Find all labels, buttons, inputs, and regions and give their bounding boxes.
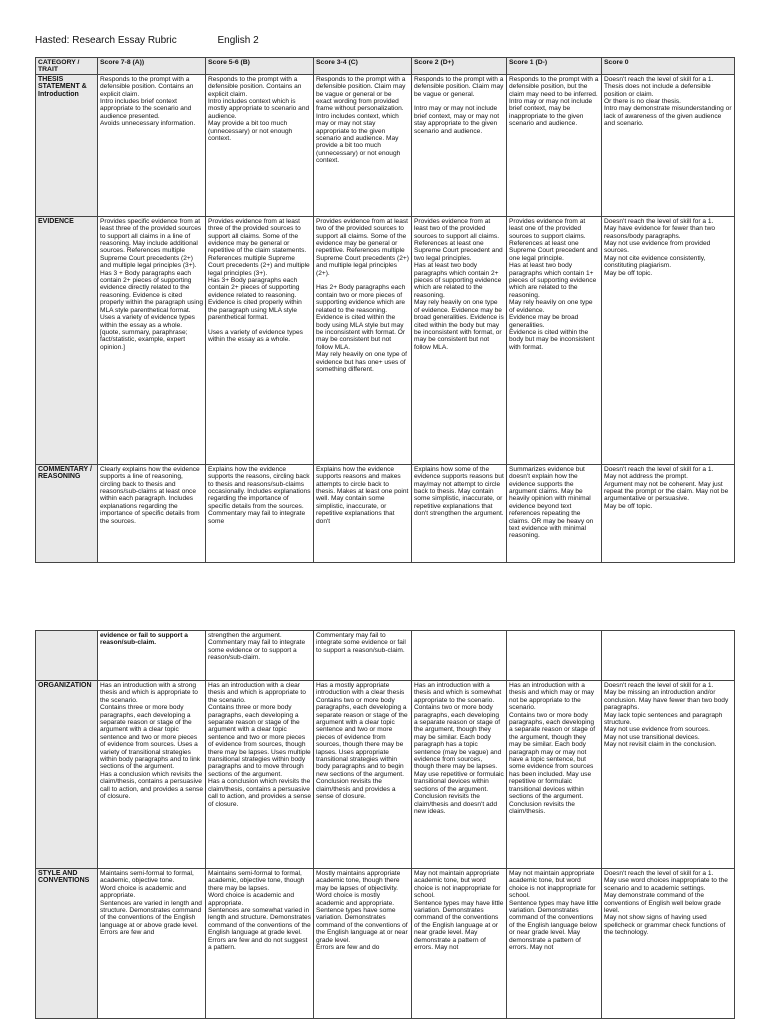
criteria-cell: [206, 681, 314, 869]
criteria-cell: [602, 681, 735, 869]
criteria-cell: [206, 464, 314, 562]
criteria-text: Has an introduction with a strong thesis and which is appropriate to the scenario. Contains three or more body paragraphs, each developing a separate reason or stage of the argument with a clear topic sentence and two or more pieces of evidence from sources. Uses a variety of transitional strategies within body paragraphs and to link sections of the argument. Has a conclusion which revisits the claim/thesis, contains a persuasive call to action, and provides a sense of closure.: [100, 682, 203, 801]
criteria-text: Provides evidence from at least two of the provided sources to support all claims. Some of the evidence may be general or repetitive. References multiple Supreme Court precedents (2+) and multiple legal principles (2+). Has 2+ Body paragraphs each contain two or more pieces of supporting evidence which are related to the reasoning. Evidence is cited within the body using MLA style but may be inconsistent with format. Or may be consistent but not follow MLA. May rely heavily on one type of evidence but has one+ uses of something different.: [316, 217, 409, 373]
criteria-cell: [412, 869, 507, 1019]
course-name: English 2: [217, 35, 259, 46]
criteria-text: Provides evidence from at least three of the provided sources to support all claims. Some of the evidence may be general or repetitive of the claim statements. References multiple Supreme Court precedents (2+) and multiple legal principles (3+). Has 3+ Body paragraphs each contain 2+ pieces of supporting evidence related to reasoning. Evidence is cited properly within the paragraph using MLA style parenthetical format. Uses a variety of evidence types within the essay as a whole.: [208, 217, 310, 344]
criteria-cell: [206, 74, 314, 216]
criteria-cell: [314, 74, 412, 216]
criteria-text: Explains how some of the evidence supports reasons but may/may not attempt to circle back to thesis. May contain some simplistic, inaccurate, or repetitive explanations that don't strengthen the argument.: [414, 465, 506, 518]
criteria-cell: [412, 74, 507, 216]
column-header-category: CATEGORY / TRAIT: [36, 58, 98, 75]
criteria-text: Has an introduction with a thesis and which is somewhat appropriate to the scenario. Contains two or more body paragraphs, each developing a separate reason or stage of the argument, though they may be similar. Each body paragraph has a topic sentence (may be vague) and evidence from sources, though there may be lapses. May use repetitive or formulaic transitional devices within sections of the argument. Conclusion revisits the claim/thesis and doesn't add new ideas.: [414, 682, 504, 815]
document-header: [35, 35, 297, 46]
criteria-cell: [98, 631, 206, 681]
category-cell: THESIS STATEMENT & Introduction: [36, 74, 98, 216]
category-cell: ORGANIZATION: [36, 681, 98, 869]
criteria-text: Responds to the prompt with a defensible position. Claim may be vague or general or be exact wording from provided frame without personalization. Intro includes context, which may or may not stay appropriate to the given scenario and audience. May provide a bit too much (unnecessary) or not enough context.: [316, 75, 406, 165]
criteria-text: Mostly maintains appropriate academic tone, though there may be lapses of objectivity. Word choice is mostly academic and appropriate. Sentence types have some variation. Demonstrates command of the conventions of the English language at or near grade level. Errors are few and do: [316, 870, 408, 952]
criteria-text: Responds to the prompt with a defensible position. Contains an explicit claim. Intro includes context which is mostly appropriate to scenario and audience. May provide a bit too much (unnecessary) or not enough context.: [208, 75, 310, 143]
rubric-row-thesis: [36, 74, 735, 216]
criteria-cell: [98, 681, 206, 869]
criteria-text: Provides evidence from at least two of the provided sources to support all claims. References at least one Supreme Court precedent and two legal principles. Has at least two body paragraphs which contain 2+ pieces of supporting evidence which are related to the reasoning. May rely heavily on one type of evidence. Evidence may be broad generalities. Evidence is cited within the body but may be inconsistent with format, or may be consistent but not follow MLA.: [414, 217, 504, 351]
rubric-table-page-2: [35, 630, 735, 1019]
criteria-text: Provides specific evidence from at least three of the provided sources to support all claims in a line of reasoning. May include additional sources. References multiple Supreme Court precedents (2+) and multiple legal principles (3+). Has 3 + Body paragraphs each contain 2+ pieces of supporting evidence directly related to the reasoning. Evidence is cited properly within the paragraph using MLA style parenthetical format. Uses a variety of evidence types within the essay as a whole. [quote, summary, paraphrase; fact/statistic, example, expert opinion.]: [100, 217, 203, 351]
criteria-text: strengthen the argument. Commentary may fail to integrate some evidence or to support a reason/sub-claim.: [208, 632, 306, 662]
criteria-cell: [98, 464, 206, 562]
criteria-cell: [314, 631, 412, 681]
criteria-cell: [98, 74, 206, 216]
criteria-text: Has an introduction with a thesis and which may or may not be appropriate to the scenario. Contains two or more body paragraphs, each developing a separate reason or stage of the argument, though they may be similar. Each body paragraph may or may not have a topic sentence, but some evidence from sources has been included. May use repetitive or formulaic transitional devices within sections of the argument. Conclusion revisits the claim/thesis.: [509, 682, 596, 815]
criteria-text: Doesn't reach the level of skill for a 1. May be missing an introduction and/or conclusion. May have fewer than two body paragraphs. May lack topic sentences and paragraph structure. May not use evidence from sources. May not use transitional devices. May not revisit claim in the conclusion.: [604, 682, 729, 749]
criteria-cell: [98, 869, 206, 1019]
criteria-text: Summarizes evidence but doesn't explain how the evidence supports the argument claims. May be heavily opinion with minimal evidence beyond text references repeating the claims. OR may be heavy on text evidence with minimal reasoning.: [509, 465, 596, 540]
criteria-cell: [412, 631, 507, 681]
criteria-cell: [206, 216, 314, 464]
category-cell-empty: [36, 631, 98, 681]
criteria-cell: [602, 74, 735, 216]
criteria-text: May not maintain appropriate academic tone, but word choice is not inappropriate for school. Sentence types may have little variation. Demonstrates command of the conventions of the English language at or near grade level. May demonstrate a pattern of errors. May not: [414, 870, 504, 952]
criteria-cell: [206, 869, 314, 1019]
rubric-row-commentary: [36, 464, 735, 562]
criteria-text: Maintains semi-formal to formal, academic, objective tone. Word choice is academic and appropriate. Sentences are varied in length and structure. Demonstrates command of the conventions of the English language at or above grade level. Errors are few and: [100, 870, 202, 937]
criteria-cell: [507, 216, 602, 464]
criteria-text: May not maintain appropriate academic tone, but word choice is not inappropriate for school. Sentence types may have little variation. Demonstrates command of the conventions of the English language below or near grade level. May demonstrate a pattern of errors. May not: [509, 870, 599, 952]
criteria-text: Responds to the prompt with a defensible position. Contains an explicit claim. Intro includes brief context appropriate to the scenario and audience presented. Avoids unnecessary information.: [100, 75, 196, 128]
category-cell: EVIDENCE: [36, 216, 98, 464]
rubric-row-style: [36, 869, 735, 1019]
column-header-score-5-6: Score 5-6 (B): [206, 58, 314, 75]
criteria-cell: [314, 216, 412, 464]
criteria-cell: [314, 681, 412, 869]
criteria-cell: [507, 869, 602, 1019]
column-header-score-0: Score 0: [602, 58, 735, 75]
criteria-cell: [507, 464, 602, 562]
criteria-cell: [602, 464, 735, 562]
criteria-cell: [412, 216, 507, 464]
criteria-text: Doesn't reach the level of skill for a 1. Thesis does not include a defensible position or claim. Or there is no clear thesis. Intro may demonstrate misunderstanding or lack of awareness of the given audience and scenario.: [604, 75, 732, 128]
criteria-cell: [602, 869, 735, 1019]
criteria-text: Explains how the evidence supports the reasons, circling back to thesis and reasons/sub-claims occasionally. Includes explanations regarding the importance of specific details from the sources. Commentary may fail to integrate some: [208, 465, 313, 525]
column-header-score-2: Score 2 (D+): [412, 58, 507, 75]
criteria-cell: [412, 464, 507, 562]
criteria-text: Doesn't reach the level of skill for a 1. May not address the prompt. Argument may not be coherent. May just repeat the prompt or the claim. May not be argumentative or persuasive. May be off topic.: [604, 465, 729, 510]
criteria-cell: [314, 464, 412, 562]
criteria-text: Clearly explains how the evidence supports a line of reasoning, circling back to thesis and reasons/sub-claims at least once within each paragraph. Includes explanations regarding the importance of specific details from the sources.: [100, 465, 202, 525]
criteria-cell: [507, 631, 602, 681]
rubric-header-row: [36, 58, 735, 75]
criteria-text: Responds to the prompt with a defensible position, but the claim may need to be inferred. Intro may or may not include brief context, may be inappropriate to the given scenario and audience.: [509, 75, 601, 128]
criteria-cell: [507, 681, 602, 869]
column-header-score-7-8: Score 7-8 (A)): [98, 58, 206, 75]
category-cell: COMMENTARY / REASONING: [36, 464, 98, 562]
rubric-row-evidence: [36, 216, 735, 464]
criteria-text: Doesn't reach the level of skill for a 1. May have evidence for fewer than two reasons/body paragraphs. May not use evidence from provided sources. May not cite evidence consistently, constituting plagiarism. May be off topic.: [604, 217, 716, 277]
column-header-score-1: Score 1 (D-): [507, 58, 602, 75]
column-header-score-3-4: Score 3-4 (C): [314, 58, 412, 75]
criteria-text: Has a mostly appropriate introduction with a clear thesis Contains two or more body paragraphs, each developing a separate reason or stage of the argument with a clear topic sentence and two or more pieces of evidence from sources, though there may be lapses. Uses appropriate transitional strategies within body paragraphs and to begin new sections of the argument. Conclusion revisits the claim/thesis and provides a sense of closure.: [316, 682, 408, 801]
criteria-text: Responds to the prompt with a defensible position. Claim may be vague or general. Intro may or may not include brief context, may or may not stay appropriate to the given scenario and audience.: [414, 75, 504, 135]
criteria-cell: [98, 216, 206, 464]
rubric-title: Hasted: Research Essay Rubric: [35, 35, 177, 46]
criteria-cell: [602, 216, 735, 464]
rubric-row-organization: [36, 681, 735, 869]
rubric-row-continuation: [36, 631, 735, 681]
criteria-cell: [206, 631, 314, 681]
criteria-text: Explains how the evidence supports reasons and makes attempts to circle back to thesis. Makes at least one point well. May contain some simplistic, inaccurate, or repetitive explanations that don't: [316, 465, 411, 525]
criteria-cell: [602, 631, 735, 681]
criteria-text: Doesn't reach the level of skill for a 1. May use word choices inappropriate to the scenario and to academic settings. May demonstrate command of the conventions of English well below grade level. May not show signs of having used spellcheck or grammar check functions of the technology.: [604, 870, 728, 937]
criteria-text: Has an introduction with a clear thesis and which is appropriate to the scenario. Contains three or more body paragraphs, each developing a separate reason or stage of the argument with a clear topic sentence and two or more pieces of evidence from sources, though there may be lapses. Uses multiple transitional strategies within body paragraphs and to move through sections of the argument. Has a conclusion which revisits the claim/thesis, contains a persuasive call to action, and provides a sense of closure.: [208, 682, 311, 808]
criteria-text: Provides evidence from at least one of the provided sources to support claims. References at least one Supreme Court precedent and one legal principle. Has at least two body paragraphs which contain 1+ pieces of supporting evidence which are related to the reasoning. May rely heavily on one type of evidence. Evidence may be broad generalities. Evidence is cited within the body but may be inconsistent with format.: [509, 217, 598, 351]
criteria-cell: [412, 681, 507, 869]
criteria-text: Commentary may fail to integrate some evidence or fail to support a reason/sub-claim.: [316, 632, 408, 654]
criteria-text: evidence or fail to support a reason/sub-claim.: [100, 632, 190, 647]
category-cell: STYLE AND CONVENTIONS: [36, 869, 98, 1019]
criteria-text: Maintains semi-formal to formal, academic, objective tone, though there may be lapses. Word choice is academic and appropriate. Sentences are somewhat varied in length and structure. Demonstrates command of the conventions of the English language at grade level. Errors are few and do not suggest a pattern.: [208, 870, 311, 952]
rubric-table-page-1: [35, 57, 735, 563]
criteria-cell: [507, 74, 602, 216]
criteria-cell: [314, 869, 412, 1019]
